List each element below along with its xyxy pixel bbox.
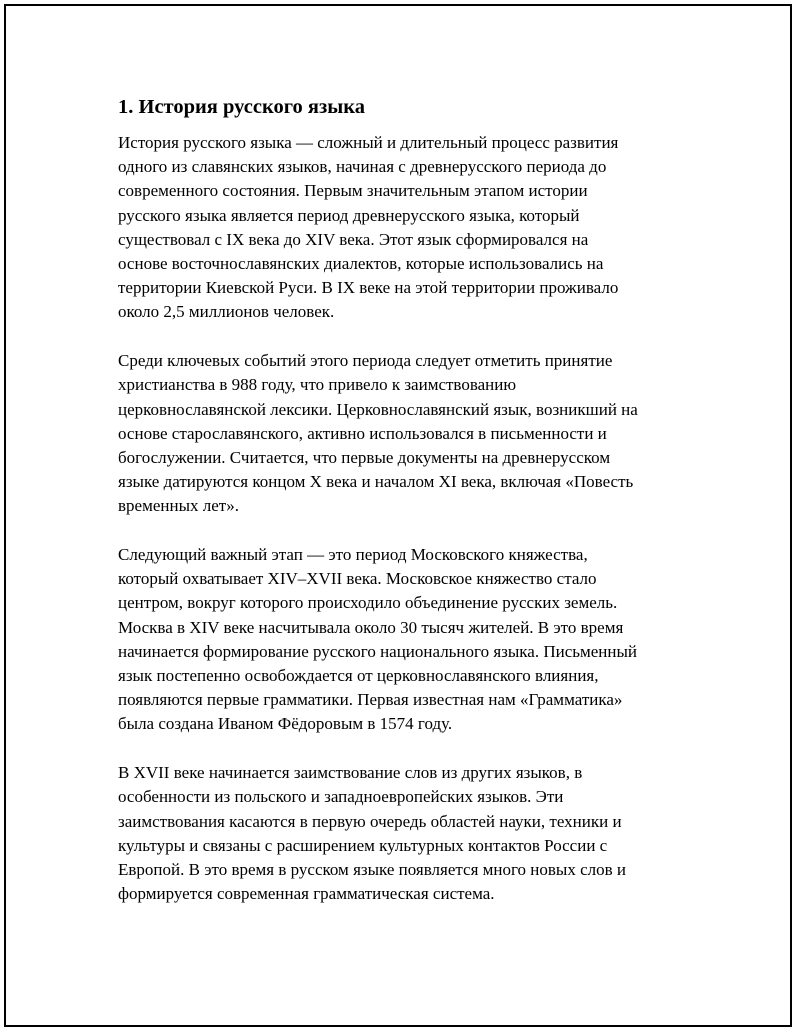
paragraph-2: Среди ключевых событий этого периода следует отметить принятие христианства в 988 году, что привело к заимствованию церковнославянской лексики. Церковнославянский язык, возникший на основе старославянского, активно использовался в письменности и богослужении. Считается, что первые документы на древнерусском языке датируются концом X века и началом XI века, включая «Повесть временных лет». [118,351,638,516]
paragraph-1: История русского языка — сложный и длительный процесс развития одного из славянских языков, начиная с древнерусского периода до современного состояния. Первым значительным этапом истории русского языка является период древнерусского языка, который существовал с IX века до XIV века. Этот язык сформировался на основе восточнославянских диалектов, которые использовались на территории Киевской Руси. В IX веке на этой территории проживало около 2,5 миллионов человек. [118,133,619,322]
document-body [118,93,688,931]
section-heading: 1. История русского языка [118,96,366,118]
paragraph-4: В XVII веке начинается заимствование слов из других языков, в особенности из польского и западноевропейских языков. Эти заимствования касаются в первую очередь областей науки, техники и культуры и связаны с расширением культурных контактов России с Европой. В это время в русском языке появляется много новых слов и формируется современная грамматическая система. [118,763,627,904]
paragraph-3: Следующий важный этап — это период Московского княжества, который охватывает XIV–XVII века. Московское княжество стало центром, вокруг которого происходило объединение русских земель. Москва в XIV веке насчитывала около 30 тысяч жителей. В это время начинается формирование русского национального языка. Письменный язык постепенно освобождается от церковнославянского влияния, появляются первые грамматики. Первая известная нам «Грамматика» была создана Иваном Фёдоровым в 1574 году. [118,545,638,734]
